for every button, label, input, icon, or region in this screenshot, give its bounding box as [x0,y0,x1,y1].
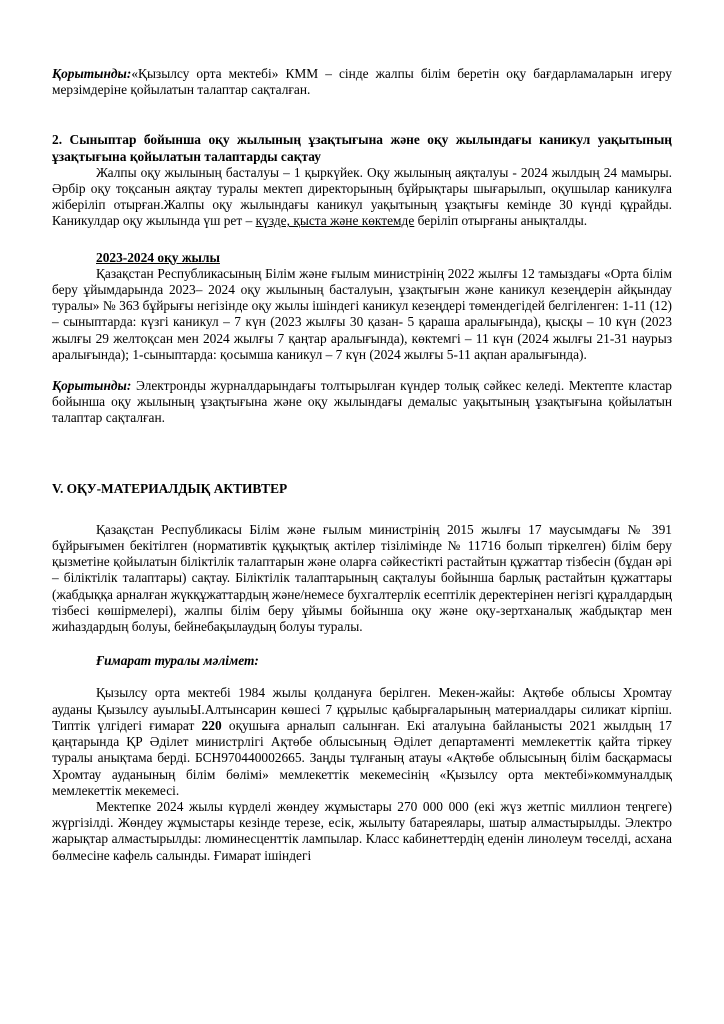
conclusion-text: Электронды журналдарындағы толтырылған күндер толық сәйкес келеді. Мектепте кластар бойынша оқу жылының ұзақтығына және оқу жылындағы демалыс уақытының ұзақтығына қойылатын талаптар сақталған. [52,378,672,426]
section-5-heading: V. ОҚУ-МАТЕРИАЛДЫҚ АКТИВТЕР [52,480,288,496]
conclusion-text: «Қызылсу орта мектебі» КММ – сінде жалпы білім беретін оқу бағдарламаларын игеру мерзімдеріне қойылатын талаптар сақталған. [52,66,672,98]
conclusion-paragraph-1 [52,66,672,98]
conclusion-label: Қорытынды: [52,378,132,394]
conclusion-paragraph-2 [52,378,672,427]
holiday-schedule-paragraph: Қазақстан Республикасының Білім және ғылым министрінің 2022 жылғы 12 тамыздағы «Орта білім беру ұйымдарында 2023– 2024 оқу жылының басталуын, ұзақтығын және каникул кезеңдерін айқындау туралы» № 363 бұйрығы негізінде оқу жылы ішіндегі каникул кезеңдері төмендегідей белгіленген: 1-11 (12) – сыныптарда: күзгі каникул – 7 күн (2023 жылғы 30 қазан- 5 қараша аралығында), қысқы – 10 күн (2023 жылғы 29 желтоқсан мен 2024 жылғы 7 қаңтар аралығында), көктемгі – 11 күн (2024 жылғы 21-31 наурыз аралығында); 1-сыныптарда: қосымша каникул – 7 күн (2024 жылғы 5-11 ақпан аралығында). [52,265,672,362]
conclusion-label: Қорытынды: [52,66,132,81]
building-info-subheading: Ғимарат туралы мәлімет: [96,653,259,669]
holiday-seasons-underlined: күзде, қыста және көктемде [255,213,415,229]
academic-year-paragraph: Жалпы оқу жылының басталуы – 1 қыркүйек. Оқу жылының аяқталуы - 2024 жылдың 24 мамыры. Әрбір оқу тоқсанын аяқтау туралы мектеп директорының бұйрықтары шығарылып, оқушылар каникулға жіберіліп отырған.Жалпы оқу жылындағы каникул уақытының ұзақтығы кемінде 30 күнді құрайды. Каникулдар оқу жылында үш рет – күзде, қыста және көктемде беріліп отырғаны анықталды. [52,164,672,229]
assets-paragraph: Қазақстан Республикасы Білім және ғылым министрінің 2015 жылғы 17 маусымдағы № 391 бұйрығымен бекітілген (нормативтік құқықтық актілер тізілімінде № 11716 болып тіркелген) білім беру қызметіне қойылатын біліктілік талаптарын және оларға сәйкестікті растайтын құжаттар тізбесін (бұдан әрі – біліктілік талаптары) сақтау. Біліктілік талаптарының сақталуы бойынша барлық растайтын құжаттары (жабдыққа арналған жүкқұжаттардың және/немесе бухгалтерлік есептілік деректерінен негізгі құралдардың тізбесі көшірмелері), жалпы білім беру ұйымы бойынша оқу және оқу-зертханалық жабдықтар мен жиһаздардың болуы, бейнебақылаудың болуы туралы. [52,521,672,635]
building-paragraph-1: Қызылсу орта мектебі 1984 жылы қолдануға берілген. Мекен-жайы: Ақтөбе облысы Хромтау ауданы Қызылсу ауылыЫ.Алтынсарин көшесі 7 құрылыс қабырғаларының материалдары силикат кірпіш. Типтік үлгідегі ғимарат 220 оқушыға арналып салынған. Екі аталуына байланысты 2021 жылдың 17 қаңтарында ҚР Әділет министрлігі Ақтөбе облысының Әділет департаменті мемлекеттік қайта тіркеу туралы анықтама берді. БСН970440002665. Заңды тұлғаның атауы «Ақтөбе облысының білім басқармасы Хромтау ауданының білім бөлімі» мемлекеттік мекемесінің «Қызылсу орта мектебі»коммуналдық мемлекеттік мекемесі. [52,685,672,798]
building-paragraph-2: Мектепке 2024 жылы күрделі жөндеу жұмыстары 270 000 000 (екі жүз жетпіс миллион теңгеге) жүргізілді. Жөндеу жұмыстары кезінде терезе, есік, жылыту батареялары, шатыр алмастырылды. Электро жарықтар алмастырылды: люминесценттік лампылар. Класс кабинеттердің еденін линолеум төселді, асхана бөлмесіне кафель салынды. Ғимарат ішіндегі [52,798,672,863]
section-2-heading: 2. Сыныптар бойынша оқу жылының ұзақтығына және оқу жылындағы каникул уақытының ұзақтығына қойылатын талаптарды сақтау [52,132,672,164]
student-capacity: 220 [201,717,222,733]
year-heading: 2023-2024 оқу жылы [96,249,220,265]
document-page [52,66,672,864]
